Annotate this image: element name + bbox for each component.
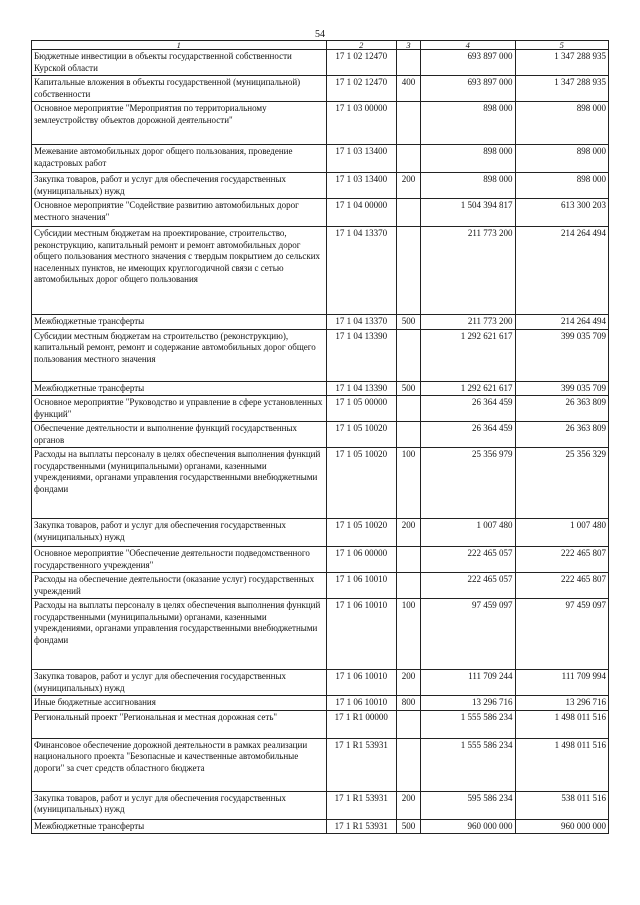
row-sum-2024-cell: 26 364 459 [421,396,515,422]
row-sum-2024-cell: 26 364 459 [421,422,515,448]
row-sum-2025-cell: 222 465 807 [515,573,609,599]
row-type-cell [396,573,420,599]
row-sum-2025-cell: 1 347 288 935 [515,50,609,76]
row-sum-2024-cell: 1 292 621 617 [421,381,515,396]
row-name-cell: Субсидии местным бюджетам на проектирование, строительство, реконструкцию, капитальный ремонт и ремонт автомобильных дорог общего пользования местного значения с твердым покрытием до сельских населенных пунктов, не имеющих круглогодичной связи с сетью автомобильных дорог общего пользования [32,227,327,315]
table-row [32,819,609,834]
row-code-cell: 17 1 R1 53931 [326,738,396,791]
row-sum-2025-cell: 538 011 516 [515,791,609,819]
row-type-cell [396,50,420,76]
row-sum-2025-cell: 613 300 203 [515,199,609,227]
row-name-cell: Региональный проект "Региональная и местная дорожная сеть" [32,710,327,738]
row-sum-2024-cell: 1 504 394 817 [421,199,515,227]
table-row [32,199,609,227]
table-row [32,396,609,422]
column-header: 5 [515,41,609,50]
row-name-cell: Субсидии местным бюджетам на строительство (реконструкцию), капитальный ремонт, ремонт и содержание автомобильных дорог общего пользования местного значения [32,329,327,381]
row-type-cell [396,329,420,381]
row-sum-2024-cell: 97 459 097 [421,599,515,670]
row-name-cell: Межевание автомобильных дорог общего пользования, проведение кадастровых работ [32,145,327,173]
row-name-cell: Закупка товаров, работ и услуг для обеспечения государственных (муниципальных) нужд [32,519,327,547]
row-type-cell: 200 [396,173,420,199]
row-sum-2025-cell: 1 007 480 [515,519,609,547]
row-name-cell: Закупка товаров, работ и услуг для обеспечения государственных (муниципальных) нужд [32,791,327,819]
row-code-cell: 17 1 04 13370 [326,315,396,330]
column-header: 1 [32,41,327,50]
budget-table [31,40,609,834]
row-sum-2025-cell: 1 498 011 516 [515,710,609,738]
row-code-cell: 17 1 03 13400 [326,145,396,173]
table-row [32,173,609,199]
row-code-cell: 17 1 02 12470 [326,50,396,76]
row-sum-2025-cell: 898 000 [515,145,609,173]
row-type-cell: 200 [396,519,420,547]
row-sum-2025-cell: 214 264 494 [515,315,609,330]
row-sum-2024-cell: 1 555 586 234 [421,738,515,791]
row-sum-2024-cell: 222 465 057 [421,547,515,573]
table-row [32,329,609,381]
table-row [32,227,609,315]
row-sum-2024-cell: 25 356 979 [421,448,515,519]
row-sum-2025-cell: 898 000 [515,173,609,199]
row-type-cell [396,547,420,573]
row-name-cell: Межбюджетные трансферты [32,819,327,834]
row-code-cell: 17 1 05 00000 [326,396,396,422]
table-row [32,519,609,547]
table-row [32,670,609,696]
row-sum-2024-cell: 211 773 200 [421,227,515,315]
table-row [32,381,609,396]
table-row [32,102,609,145]
row-sum-2025-cell: 13 296 716 [515,696,609,711]
table-row [32,145,609,173]
column-header: 2 [326,41,396,50]
row-name-cell: Обеспечение деятельности и выполнение функций государственных органов [32,422,327,448]
row-sum-2024-cell: 111 709 244 [421,670,515,696]
row-sum-2024-cell: 1 007 480 [421,519,515,547]
row-code-cell: 17 1 03 00000 [326,102,396,145]
row-sum-2025-cell: 214 264 494 [515,227,609,315]
row-sum-2024-cell: 1 292 621 617 [421,329,515,381]
row-code-cell: 17 1 05 10020 [326,422,396,448]
row-type-cell [396,422,420,448]
row-sum-2024-cell: 898 000 [421,173,515,199]
row-name-cell: Закупка товаров, работ и услуг для обеспечения государственных (муниципальных) нужд [32,173,327,199]
row-sum-2024-cell: 693 897 000 [421,50,515,76]
row-code-cell: 17 1 06 00000 [326,547,396,573]
table-row [32,76,609,102]
row-sum-2024-cell: 595 586 234 [421,791,515,819]
row-sum-2025-cell: 399 035 709 [515,329,609,381]
row-name-cell: Бюджетные инвестиции в объекты государственной собственности Курской области [32,50,327,76]
row-sum-2025-cell: 222 465 807 [515,547,609,573]
row-code-cell: 17 1 06 10010 [326,573,396,599]
row-sum-2024-cell: 211 773 200 [421,315,515,330]
table-row [32,547,609,573]
row-sum-2024-cell: 898 000 [421,102,515,145]
row-sum-2024-cell: 13 296 716 [421,696,515,711]
row-name-cell: Основное мероприятие "Мероприятия по территориальному землеустройству объектов дорожной деятельности" [32,102,327,145]
row-sum-2025-cell: 26 363 809 [515,396,609,422]
table-row [32,791,609,819]
row-code-cell: 17 1 04 13390 [326,329,396,381]
row-code-cell: 17 1 04 13390 [326,381,396,396]
row-name-cell: Основное мероприятие "Обеспечение деятельности подведомственного государственного учреждения" [32,547,327,573]
row-sum-2024-cell: 222 465 057 [421,573,515,599]
row-code-cell: 17 1 05 10020 [326,519,396,547]
row-sum-2025-cell: 26 363 809 [515,422,609,448]
table-row [32,710,609,738]
row-name-cell: Межбюджетные трансферты [32,381,327,396]
row-type-cell: 200 [396,791,420,819]
row-type-cell: 500 [396,315,420,330]
row-sum-2025-cell: 25 356 329 [515,448,609,519]
row-code-cell: 17 1 R1 00000 [326,710,396,738]
table-row [32,448,609,519]
row-code-cell: 17 1 02 12470 [326,76,396,102]
row-name-cell: Капитальные вложения в объекты государственной (муниципальной) собственности [32,76,327,102]
row-code-cell: 17 1 03 13400 [326,173,396,199]
column-header: 3 [396,41,420,50]
row-type-cell [396,710,420,738]
row-type-cell: 500 [396,819,420,834]
row-name-cell: Финансовое обеспечение дорожной деятельности в рамках реализации национального проекта "Безопасные и качественные автомобильные дороги" за счет средств областного бюджета [32,738,327,791]
row-code-cell: 17 1 04 13370 [326,227,396,315]
table-row [32,422,609,448]
table-row [32,738,609,791]
row-sum-2024-cell: 1 555 586 234 [421,710,515,738]
row-type-cell: 500 [396,381,420,396]
row-type-cell [396,227,420,315]
row-name-cell: Межбюджетные трансферты [32,315,327,330]
table-row [32,599,609,670]
row-code-cell: 17 1 04 00000 [326,199,396,227]
row-type-cell: 200 [396,670,420,696]
row-code-cell: 17 1 R1 53931 [326,791,396,819]
row-name-cell: Основное мероприятие "Руководство и управление в сфере установленных функций" [32,396,327,422]
row-code-cell: 17 1 06 10010 [326,696,396,711]
row-sum-2024-cell: 960 000 000 [421,819,515,834]
row-sum-2025-cell: 960 000 000 [515,819,609,834]
row-sum-2025-cell: 1 347 288 935 [515,76,609,102]
table-body [32,50,609,834]
row-type-cell: 800 [396,696,420,711]
row-name-cell: Закупка товаров, работ и услуг для обеспечения государственных (муниципальных) нужд [32,670,327,696]
row-code-cell: 17 1 R1 53931 [326,819,396,834]
table-row [32,696,609,711]
row-type-cell: 400 [396,76,420,102]
row-type-cell: 100 [396,599,420,670]
row-sum-2024-cell: 898 000 [421,145,515,173]
row-sum-2025-cell: 1 498 011 516 [515,738,609,791]
row-sum-2024-cell: 693 897 000 [421,76,515,102]
column-header: 4 [421,41,515,50]
row-name-cell: Расходы на обеспечение деятельности (оказание услуг) государственных учреждений [32,573,327,599]
row-type-cell [396,199,420,227]
row-name-cell: Основное мероприятие "Содействие развитию автомобильных дорог местного значения" [32,199,327,227]
row-type-cell: 100 [396,448,420,519]
table-row [32,50,609,76]
row-type-cell [396,738,420,791]
row-code-cell: 17 1 06 10010 [326,599,396,670]
row-type-cell [396,102,420,145]
row-sum-2025-cell: 898 000 [515,102,609,145]
row-type-cell [396,145,420,173]
row-code-cell: 17 1 05 10020 [326,448,396,519]
row-code-cell: 17 1 06 10010 [326,670,396,696]
row-sum-2025-cell: 399 035 709 [515,381,609,396]
table-header-row [32,41,609,50]
row-type-cell [396,396,420,422]
table-row [32,315,609,330]
row-name-cell: Расходы на выплаты персоналу в целях обеспечения выполнения функций государственными (муниципальными) органами, казенными учреждениями, органами управления государственными внебюджетными фондами [32,599,327,670]
row-sum-2025-cell: 97 459 097 [515,599,609,670]
row-name-cell: Иные бюджетные ассигнования [32,696,327,711]
row-name-cell: Расходы на выплаты персоналу в целях обеспечения выполнения функций государственными (муниципальными) органами, казенными учреждениями, органами управления государственными внебюджетными фондами [32,448,327,519]
page-number: 54 [315,29,325,40]
table-row [32,573,609,599]
row-sum-2025-cell: 111 709 994 [515,670,609,696]
